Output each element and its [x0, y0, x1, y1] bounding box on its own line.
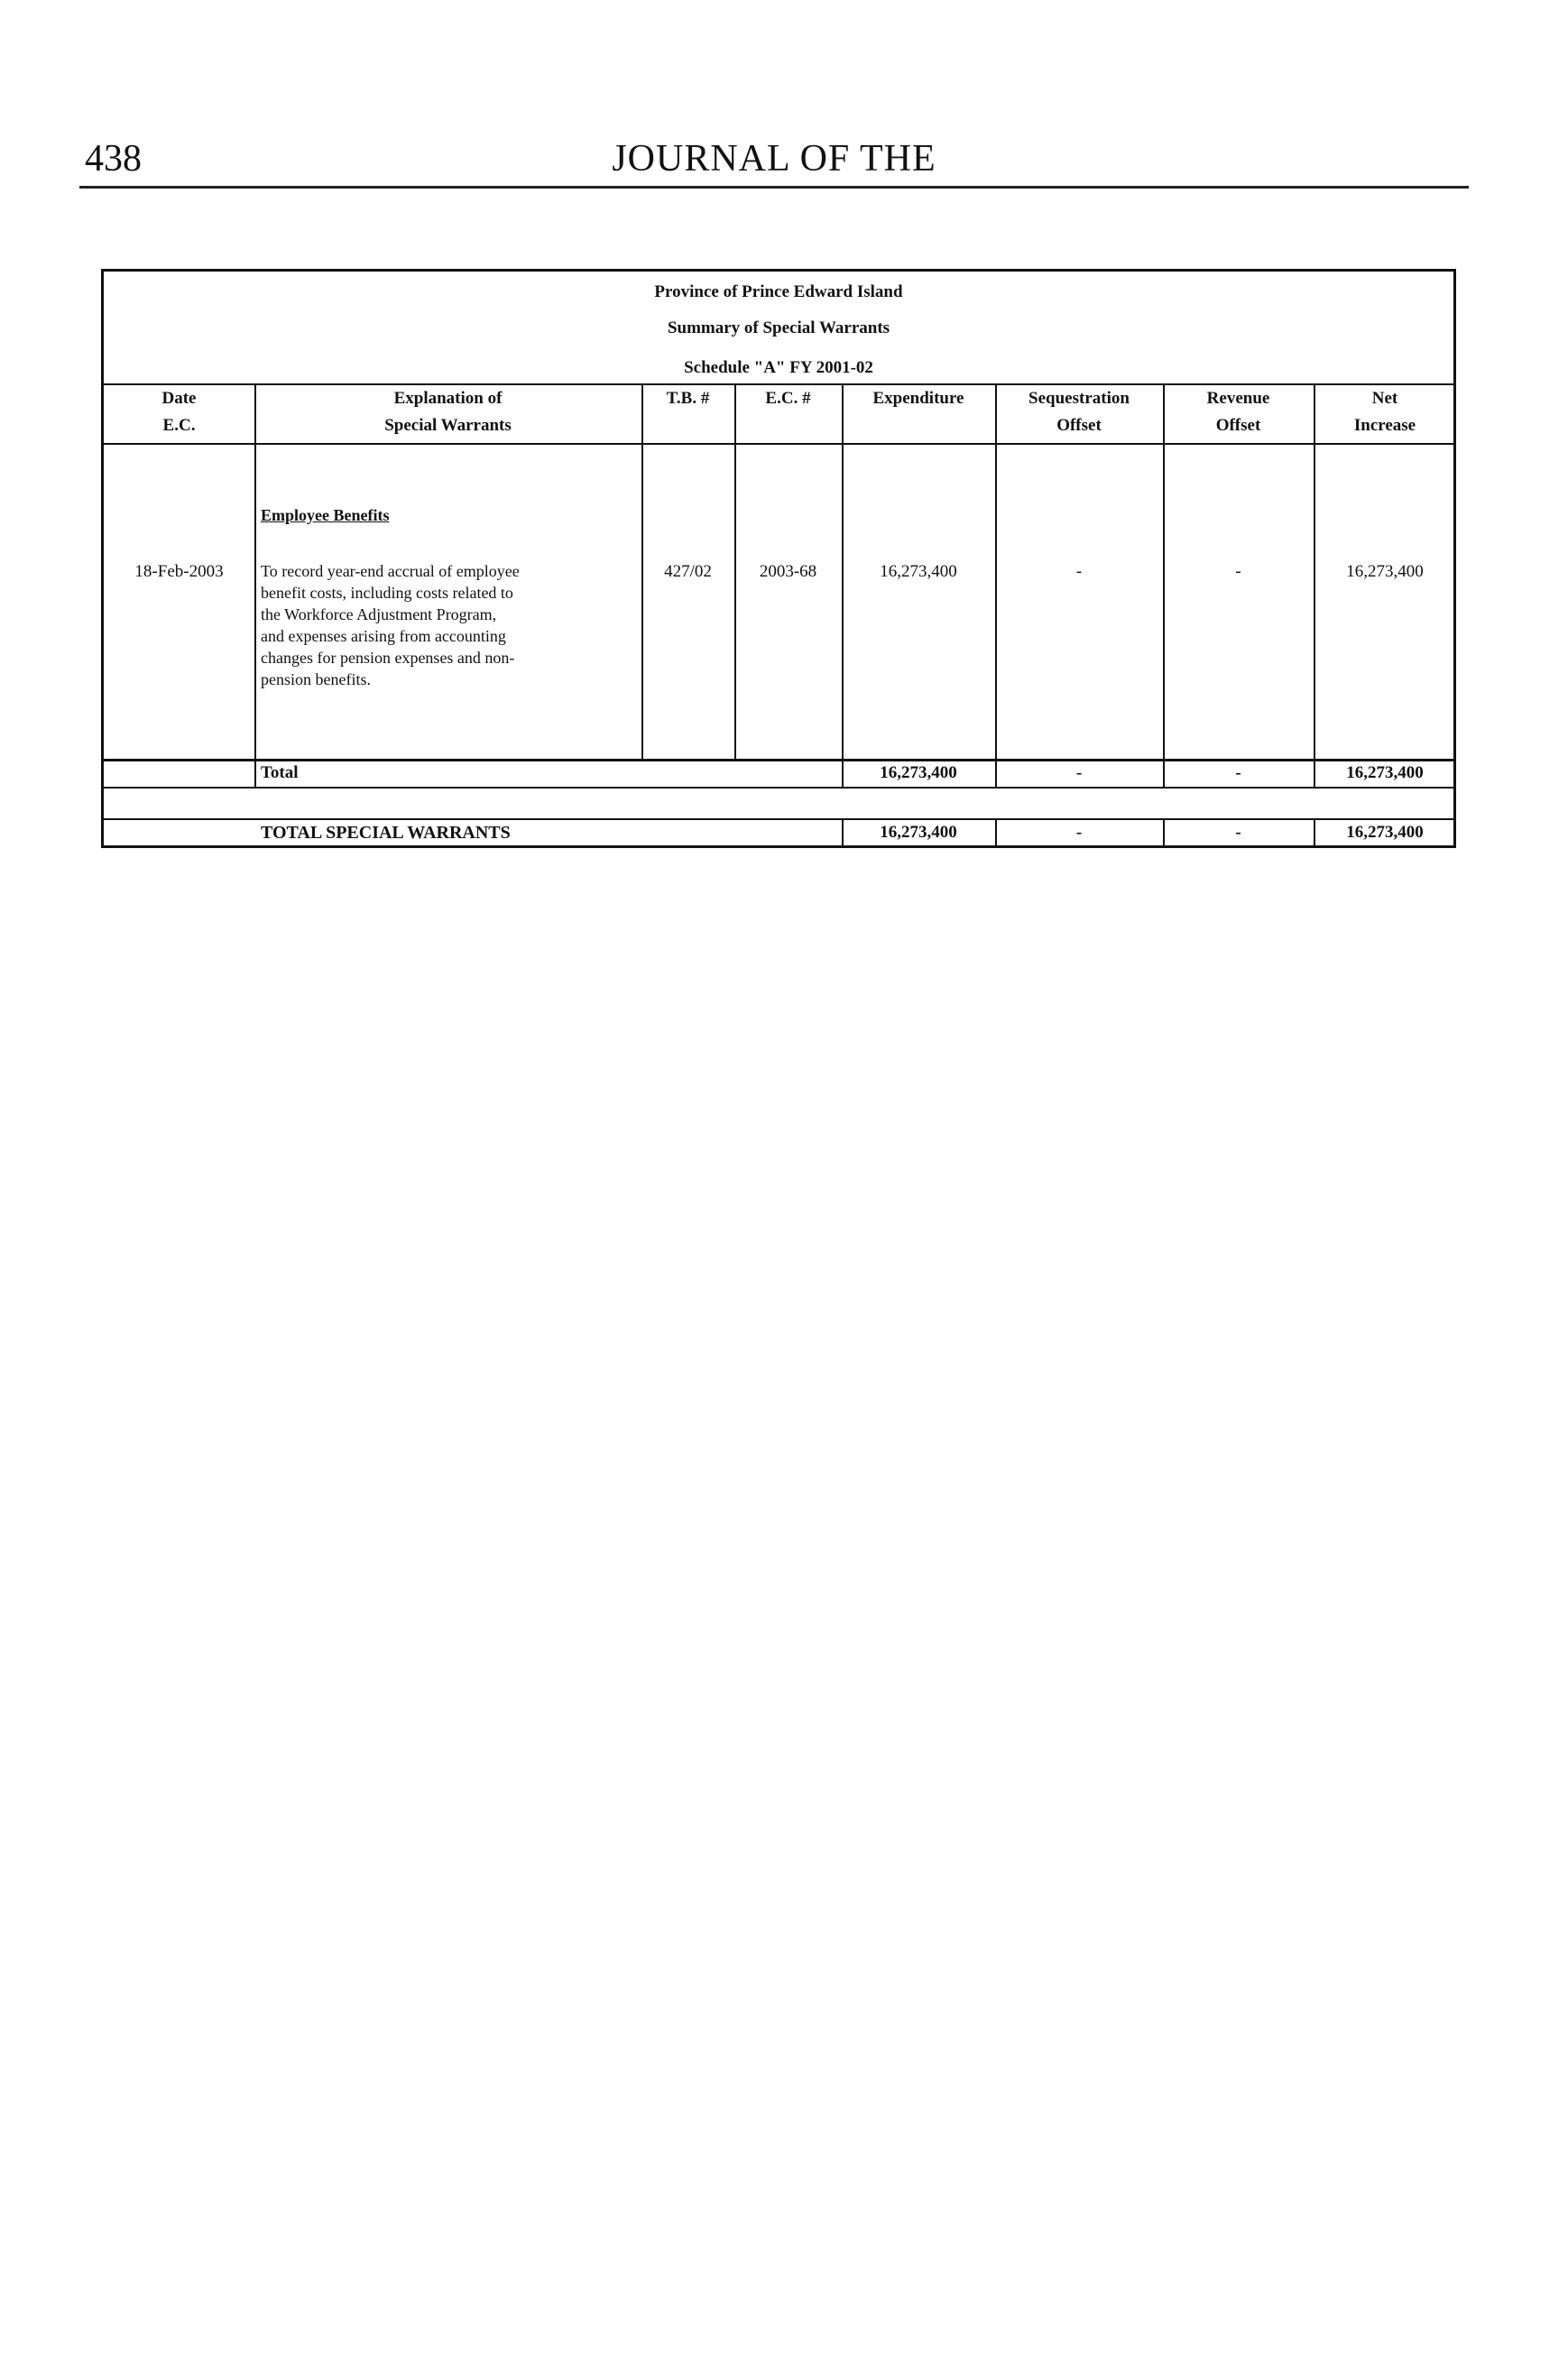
grand-total-expenditure: 16,273,400 — [880, 823, 957, 842]
row-tb: 427/02 — [664, 562, 712, 581]
header-explanation-line1: Explanation of — [393, 389, 503, 408]
explanation-line: changes for pension expenses and non- — [261, 649, 515, 667]
row-date: 18-Feb-2003 — [134, 562, 224, 581]
row-sequestration: - — [1075, 562, 1083, 581]
special-warrants-schedule — [101, 269, 1456, 848]
row-expenditure: 16,273,400 — [880, 562, 957, 581]
total-expenditure: 16,273,400 — [880, 763, 957, 782]
header-ec: E.C. # — [765, 389, 811, 408]
header-date-line1: Date — [161, 389, 197, 408]
row-revenue: - — [1235, 562, 1241, 581]
grand-total-revenue: - — [1235, 823, 1241, 842]
spacer-bottom-rule — [104, 818, 1453, 820]
page-header — [79, 135, 1469, 189]
explanation-line: and expenses arising from accounting — [261, 627, 506, 645]
header-date — [104, 385, 254, 439]
col-rule-date — [254, 383, 256, 788]
header-net-line2: Increase — [1353, 416, 1416, 435]
total-label: Total — [261, 763, 299, 782]
header-expenditure: Expenditure — [872, 389, 964, 408]
row-heading: Employee Benefits — [261, 506, 390, 524]
header-sequestration-line2: Offset — [1056, 416, 1102, 435]
header-net — [1314, 385, 1456, 439]
schedule-title-province: Province of Prince Edward Island — [654, 282, 903, 301]
header-revenue-line2: Offset — [1215, 416, 1261, 435]
row-bottom-rule — [104, 759, 1453, 761]
grand-total-sequestration: - — [1075, 823, 1083, 842]
col-rule-ec — [842, 383, 844, 788]
explanation-line: pension benefits. — [261, 670, 371, 688]
col-rule-sequestration — [1163, 383, 1165, 788]
header-net-line1: Net — [1371, 389, 1398, 408]
col-rule-revenue — [1314, 383, 1315, 788]
header-sequestration-line1: Sequestration — [1028, 389, 1130, 408]
explanation-line: the Workforce Adjustment Program, — [261, 605, 497, 623]
running-title: JOURNAL OF THE — [612, 138, 936, 180]
grand-total-label: TOTAL SPECIAL WARRANTS — [261, 823, 511, 843]
row-ec: 2003-68 — [759, 562, 817, 581]
header-date-line2: E.C. — [162, 416, 196, 435]
row-net: 16,273,400 — [1346, 562, 1424, 581]
total-sequestration: - — [1075, 763, 1083, 782]
total-revenue: - — [1235, 763, 1241, 782]
explanation-line: To record year-end accrual of employee — [261, 562, 520, 580]
explanation-line: benefit costs, including costs related to — [261, 584, 513, 602]
col-rule-expenditure — [995, 383, 997, 788]
header-revenue-line1: Revenue — [1206, 389, 1270, 408]
header-sequestration — [995, 385, 1163, 439]
schedule-title-schedule: Schedule "A" FY 2001-02 — [684, 358, 873, 377]
header-tb: T.B. # — [666, 389, 710, 408]
total-bottom-rule — [104, 787, 1453, 789]
header-revenue — [1163, 385, 1314, 439]
schedule-title-summary: Summary of Special Warrants — [667, 318, 890, 337]
page-number: 438 — [85, 138, 142, 180]
row-explanation — [261, 560, 640, 690]
total-net: 16,273,400 — [1346, 763, 1424, 782]
header-bottom-rule — [104, 443, 1453, 445]
header-explanation — [254, 385, 641, 439]
grand-total-net: 16,273,400 — [1346, 823, 1424, 842]
header-explanation-line2: Special Warrants — [384, 416, 512, 435]
